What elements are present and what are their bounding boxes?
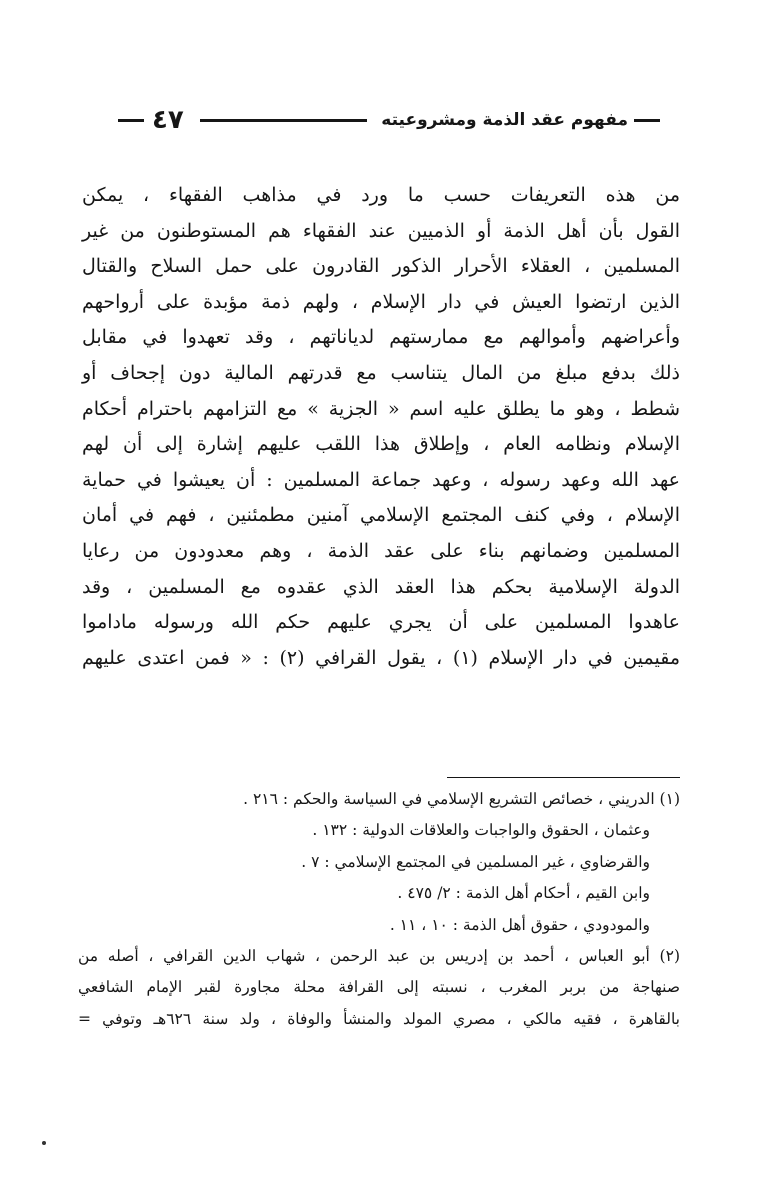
body-line: المسلمين ، العقلاء الأحرار الذكور القادرون على حمل السلاح والقتال [82,255,680,278]
body-line: مقيمين في دار الإسلام (١) ، يقول القرافي (٢) : « فمن اعتدى عليهم [82,646,681,669]
footnote-2-cont: بالقاهرة ، فقيه مالكي ، مصري المولد والمنشأ والوفاة ، ولد سنة ٦٢٦هـ وتوفي = [78,1009,680,1028]
body-line: الذين ارتضوا العيش في دار الإسلام ، ولهم ذمة مؤبدة على أرواحهم [82,290,680,313]
footnote-2-cont: صنهاجة من بربر المغرب ، نسبته إلى القرافة محلة مجاورة لقبر الإمام الشافعي [78,978,680,997]
header-dash-left [118,119,144,122]
scan-speck [42,1141,46,1145]
body-line: القول بأن أهل الذمة أو الذميين عند الفقهاء هم المستوطنون من غير [82,219,680,242]
main-paragraph [82,178,680,676]
body-line: عاهدوا المسلمين على أن يجري عليهم حكم الله ورسوله ماداموا [82,611,681,634]
footnote-1-ref: والمودودي ، حقوق أهل الذمة : ١٠ ، ١١ . [389,915,650,934]
body-line: ذلك بدفع مبلغ من المال يتناسب مع قدرتهم المالية دون إجحاف أو [82,361,680,384]
body-line: الإسلام ، وفي كنف المجتمع الإسلامي آمنين مطمئنين ، فهم في أمان [82,504,680,527]
body-line: عهد الله وعهد رسوله ، وعهد جماعة المسلمين : أن يعيشوا في حماية [82,468,680,491]
running-title: مفهوم عقد الذمة ومشروعيته [381,110,628,130]
body-line: وأعراضهم وأموالهم مع ممارستهم لدياناتهم ، وقد تعهدوا في مقابل [82,326,680,349]
footnote-1: (١) الدريني ، خصائص التشريع الإسلامي في السياسة والحكم : ٢١٦ . [243,790,680,808]
body-line: من هذه التعريفات حسب ما ورد في مذاهب الفقهاء ، يمكن [82,184,680,206]
header-dash-right [634,119,660,122]
footnote-separator [447,777,680,778]
footnote-2: (٢) أبو العباس ، أحمد بن إدريس بن عبد الرحمن ، شهاب الدين القرافي ، أصله من [78,947,680,966]
footnote-1-ref: وابن القيم ، أحكام أهل الذمة : ٢/ ٤٧٥ . [397,884,650,903]
header-rule [200,119,368,122]
page-number: ٤٧ [152,105,184,135]
body-line: شطط ، وهو ما يطلق عليه اسم « الجزية » مع التزامهم باحترام أحكام [82,397,680,420]
body-line: الإسلام ونظامه العام ، وإطلاق هذا اللقب عليهم إشارة إلى أن لهم [82,433,680,456]
footnote-1-ref: والقرضاوي ، غير المسلمين في المجتمع الإسلامي : ٧ . [301,852,650,871]
footnotes [78,784,680,1035]
footnote-1-ref: وعثمان ، الحقوق والواجبات والعلاقات الدولية : ١٣٢ . [312,821,650,840]
body-line: الدولة الإسلامية بحكم هذا العقد الذي عقدوه مع المسلمين ، وقد [82,575,680,598]
body-line: المسلمين وضمانهم بناء على عقد الذمة ، وهم معدودون من رعايا [82,539,680,562]
running-header [118,105,660,135]
